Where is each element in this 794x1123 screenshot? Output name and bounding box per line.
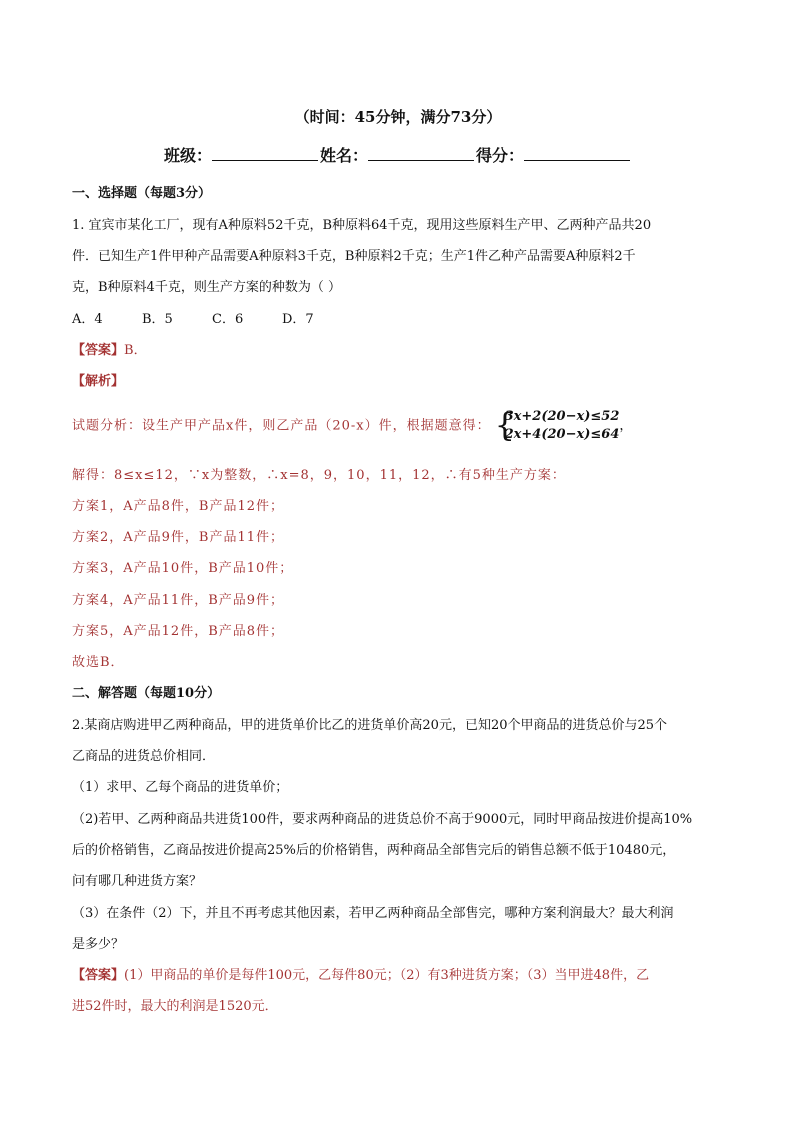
plan-3: 方案3，A产品10件，B产品10件；	[72, 561, 294, 576]
exam-subtitle: （时间：45分钟，满分73分）	[294, 108, 502, 126]
q2-line1: 2.某商店购进甲乙两种商品，甲的进货单价比乙的进货单价高20元，已知20个甲商品的进货总价与25个	[72, 718, 668, 733]
analysis-text: 试题分析：设生产甲产品x件，则乙产品（20-x）件，根据题意得：	[72, 418, 491, 434]
q1-analysis-label	[72, 372, 124, 392]
q2-answer-line1	[72, 966, 649, 986]
class-blank[interactable]	[212, 146, 318, 161]
brace-icon: {	[494, 406, 515, 444]
answer-value: B．	[124, 343, 147, 358]
plan-4: 方案4，A产品11件，B产品9件；	[72, 593, 285, 608]
q1-line1: 1. 宜宾市某化工厂，现有A种原料52千克，B种原料64千克，现用这些原料生产甲、乙两种产品共20	[72, 218, 652, 233]
q1-options	[72, 310, 314, 330]
q2-answer-line2: 进52件时，最大的利润是1520元．	[72, 999, 278, 1014]
q1-conclusion: 故选B．	[72, 655, 125, 670]
option-c: C．6	[212, 312, 244, 327]
q2-part3-line2: 是多少？	[72, 937, 125, 952]
solve-line: 解得：8≤x≤12，∵x为整数，∴x=8，9，10，11，12，∴有5种生产方案：	[72, 468, 566, 483]
plan-1: 方案1，A产品8件，B产品12件；	[72, 499, 285, 514]
q1-answer	[72, 341, 147, 361]
analysis-label: 【解析】	[72, 374, 125, 389]
option-b: B．5	[142, 312, 173, 327]
q2-part2-line3: 问有哪几种进货方案？	[72, 874, 203, 889]
equation-tail: ，	[619, 418, 633, 434]
equation-system	[495, 408, 620, 444]
q1-line2: 件．已知生产1件甲种产品需要A种原料3千克，B种原料2千克；生产1件乙种产品需要A种原料2千	[72, 249, 636, 264]
score-blank[interactable]	[524, 146, 630, 161]
plan-2: 方案2，A产品9件，B产品11件；	[72, 530, 285, 545]
name-label: 姓名：	[319, 146, 368, 165]
q1-line3: 克，B种原料4千克，则生产方案的种数为（ ）	[72, 280, 341, 295]
q2-answer-label: 【答案】	[72, 968, 125, 983]
option-a: A．4	[72, 312, 103, 327]
plan-5: 方案5，A产品12件，B产品8件；	[72, 624, 285, 639]
q2-line2: 乙商品的进货总价相同．	[72, 749, 216, 764]
option-d: D．7	[282, 312, 314, 327]
q2-part3-line1: （3）在条件（2）下，并且不再考虑其他因素，若甲乙两种商品全部售完，哪种方案利润最大？最大利润	[72, 906, 674, 921]
q2-part1: （1）求甲、乙每个商品的进货单价；	[72, 780, 289, 795]
equation-1: 3x+2(20−x)≤52	[504, 409, 620, 424]
score-label: 得分：	[476, 146, 525, 165]
student-info-row	[72, 143, 724, 166]
q2-answer-text: (1）甲商品的单价是每件100元，乙每件80元；（2）有3种进货方案；（3）当甲进48件，乙	[124, 968, 650, 983]
section2-title: 二、解答题（每题10分）	[72, 686, 221, 701]
name-blank[interactable]	[368, 146, 474, 161]
answer-label: 【答案】	[72, 343, 125, 358]
q2-part2-line2: 后的价格销售，乙商品按进价提高25%后的价格销售，两种商品全部售完后的销售总额不低于10480元，	[72, 843, 676, 858]
analysis-line	[72, 408, 632, 444]
equation-2: 2x+4(20−x)≤64	[504, 427, 620, 442]
q2-part2-line1: （2)若甲、乙两种商品共进货100件，要求两种商品的进货总价不高于9000元，同时甲商品按进价提高10%	[72, 812, 693, 827]
class-label: 班级：	[163, 146, 212, 165]
section1-title: 一、选择题（每题3分）	[72, 186, 212, 201]
